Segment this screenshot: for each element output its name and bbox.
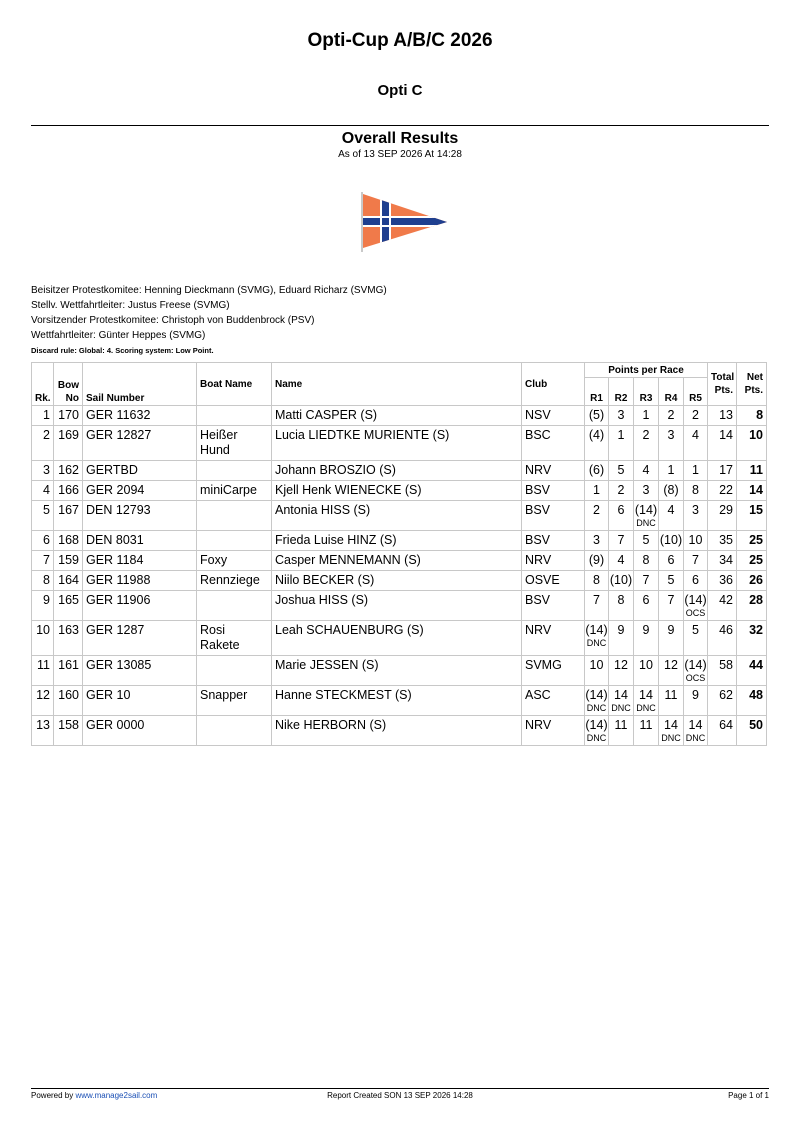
race-score: (14) xyxy=(684,658,707,672)
cell-net: 11 xyxy=(737,461,767,481)
cell-race-points xyxy=(585,531,609,551)
cell-rank: 9 xyxy=(32,591,54,621)
race-score: 9 xyxy=(692,688,699,702)
race-score: 4 xyxy=(642,463,650,477)
cell-club: OSVE xyxy=(522,571,585,591)
cell-club: BSC xyxy=(522,426,585,461)
cell-sail: GER 13085 xyxy=(83,656,197,686)
cell-bow: 168 xyxy=(54,531,83,551)
cell-race-points xyxy=(684,716,708,746)
race-score: 12 xyxy=(614,658,628,672)
header-boat: Boat Name xyxy=(197,363,272,406)
race-score: (6) xyxy=(588,463,605,477)
cell-race-points xyxy=(585,501,609,531)
race-score: 1 xyxy=(642,408,650,422)
cell-race-points xyxy=(609,551,634,571)
cell-race-points xyxy=(634,426,659,461)
cell-sail: GER 11632 xyxy=(83,406,197,426)
cell-race-points xyxy=(659,501,684,531)
cell-race-points xyxy=(609,406,634,426)
race-score: 10 xyxy=(688,533,703,547)
header-race: R4 xyxy=(659,378,684,406)
cell-race-points xyxy=(634,686,659,716)
race-score: (14) xyxy=(585,623,608,637)
cell-bow: 160 xyxy=(54,686,83,716)
header-race: R2 xyxy=(609,378,634,406)
cell-race-points xyxy=(609,426,634,461)
race-score: 5 xyxy=(692,623,699,637)
race-score: (4) xyxy=(588,428,605,442)
race-penalty-code: DNC xyxy=(586,638,607,648)
cell-race-points xyxy=(609,531,634,551)
race-score: 5 xyxy=(642,533,650,547)
header-divider xyxy=(31,125,769,126)
cell-race-points xyxy=(659,426,684,461)
footer-report-created: Report Created SON 13 SEP 2026 14:28 xyxy=(327,1091,473,1100)
race-score: 3 xyxy=(593,533,600,547)
cell-bow: 166 xyxy=(54,481,83,501)
race-score: 10 xyxy=(639,658,653,672)
race-score: 2 xyxy=(692,408,699,422)
header-race: R1 xyxy=(585,378,609,406)
race-penalty-code: DNC xyxy=(586,703,607,713)
cell-race-points xyxy=(634,621,659,656)
table-row xyxy=(32,551,767,571)
cell-race-points xyxy=(684,686,708,716)
cell-sail: DEN 12793 xyxy=(83,501,197,531)
table-row xyxy=(32,406,767,426)
race-penalty-code: DNC xyxy=(636,703,656,713)
cell-race-points xyxy=(585,621,609,656)
cell-bow: 158 xyxy=(54,716,83,746)
cell-net: 14 xyxy=(737,481,767,501)
cell-race-points xyxy=(634,656,659,686)
race-penalty-code: DNC xyxy=(586,733,607,743)
burgee-flag-icon xyxy=(355,188,450,258)
race-score: 14 xyxy=(614,688,628,702)
cell-bow: 162 xyxy=(54,461,83,481)
cell-club: BSV xyxy=(522,501,585,531)
cell-race-points xyxy=(585,686,609,716)
cell-total: 36 xyxy=(708,571,737,591)
cell-bow: 163 xyxy=(54,621,83,656)
race-score: 3 xyxy=(692,503,699,517)
cell-name: Hanne STECKMEST (S) xyxy=(272,686,522,716)
cell-race-points xyxy=(609,686,634,716)
cell-total: 62 xyxy=(708,686,737,716)
cell-name: Casper MENNEMANN (S) xyxy=(272,551,522,571)
cell-net: 15 xyxy=(737,501,767,531)
race-score: 3 xyxy=(667,428,675,442)
cell-race-points xyxy=(585,426,609,461)
cell-name: Leah SCHAUENBURG (S) xyxy=(272,621,522,656)
cell-race-points xyxy=(585,551,609,571)
cell-boat xyxy=(197,461,272,481)
cell-total: 58 xyxy=(708,656,737,686)
race-score: 2 xyxy=(642,428,650,442)
results-heading: Overall Results xyxy=(341,130,459,147)
race-score: 8 xyxy=(692,483,699,497)
cell-name: Johann BROSZIO (S) xyxy=(272,461,522,481)
table-row xyxy=(32,686,767,716)
race-penalty-code: DNC xyxy=(661,733,681,743)
footer-page-number: Page 1 of 1 xyxy=(728,1091,769,1100)
table-row xyxy=(32,426,767,461)
race-score: 12 xyxy=(664,658,678,672)
header-total: Total Pts. xyxy=(708,363,737,406)
results-body xyxy=(32,406,767,746)
cell-race-points xyxy=(684,551,708,571)
header-club: Club xyxy=(522,363,585,406)
race-penalty-code: OCS xyxy=(685,608,706,618)
cell-bow: 167 xyxy=(54,501,83,531)
official-line: Beisitzer Protestkomitee: Henning Dieckmann (SVMG), Eduard Richarz (SVMG) xyxy=(31,285,387,296)
cell-sail: GER 0000 xyxy=(83,716,197,746)
header-rank: Rk. xyxy=(32,363,54,406)
page-title: Opti-Cup A/B/C 2026 xyxy=(307,30,493,51)
cell-race-points xyxy=(585,406,609,426)
cell-bow: 161 xyxy=(54,656,83,686)
cell-race-points xyxy=(585,481,609,501)
race-score: 8 xyxy=(642,553,650,567)
cell-race-points xyxy=(659,481,684,501)
cell-race-points xyxy=(659,461,684,481)
cell-race-points xyxy=(634,406,659,426)
cell-sail: GER 12827 xyxy=(83,426,197,461)
powered-by-label: Powered by xyxy=(31,1091,76,1100)
cell-club: ASC xyxy=(522,686,585,716)
cell-sail: GER 11988 xyxy=(83,571,197,591)
cell-sail: GER 1287 xyxy=(83,621,197,656)
cell-total: 29 xyxy=(708,501,737,531)
cell-race-points xyxy=(659,571,684,591)
cell-race-points xyxy=(684,501,708,531)
table-row xyxy=(32,461,767,481)
table-row xyxy=(32,571,767,591)
officials-list xyxy=(31,283,387,343)
cell-race-points xyxy=(659,716,684,746)
race-score: 7 xyxy=(667,593,675,607)
cell-club: BSV xyxy=(522,481,585,501)
official-line: Vorsitzender Protestkomitee: Christoph von Buddenbrock (PSV) xyxy=(31,315,315,326)
race-score: 6 xyxy=(667,553,675,567)
cell-race-points xyxy=(609,621,634,656)
table-row xyxy=(32,481,767,501)
official-line: Wettfahrtleiter: Günter Heppes (SVMG) xyxy=(31,330,206,341)
cell-race-points xyxy=(609,591,634,621)
cell-race-points xyxy=(659,531,684,551)
cell-sail: GER 10 xyxy=(83,686,197,716)
cell-race-points xyxy=(684,461,708,481)
cell-boat: Rosi Rakete xyxy=(197,621,272,656)
cell-name: Lucia LIEDTKE MURIENTE (S) xyxy=(272,426,522,461)
cell-club: NSV xyxy=(522,406,585,426)
cell-race-points xyxy=(634,591,659,621)
race-penalty-code: DNC xyxy=(685,733,706,743)
race-score: 8 xyxy=(617,593,625,607)
race-score: (8) xyxy=(663,483,679,497)
cell-race-points xyxy=(659,686,684,716)
cell-net: 10 xyxy=(737,426,767,461)
cell-race-points xyxy=(585,571,609,591)
cell-race-points xyxy=(634,551,659,571)
cell-race-points xyxy=(585,656,609,686)
table-row xyxy=(32,591,767,621)
cell-net: 48 xyxy=(737,686,767,716)
cell-race-points xyxy=(684,406,708,426)
cell-net: 32 xyxy=(737,621,767,656)
cell-race-points xyxy=(634,571,659,591)
cell-sail: GER 1184 xyxy=(83,551,197,571)
table-row xyxy=(32,656,767,686)
race-score: 4 xyxy=(667,503,675,517)
race-score: 8 xyxy=(593,573,600,587)
cell-boat: Rennziege xyxy=(197,571,272,591)
race-score: 6 xyxy=(642,593,650,607)
cell-boat: miniCarpe xyxy=(197,481,272,501)
header-name: Name xyxy=(272,363,522,406)
race-score: 3 xyxy=(617,408,625,422)
cell-net: 25 xyxy=(737,551,767,571)
cell-total: 17 xyxy=(708,461,737,481)
race-penalty-code: OCS xyxy=(685,673,706,683)
header-net: Net Pts. xyxy=(737,363,767,406)
table-row xyxy=(32,531,767,551)
race-score: 1 xyxy=(617,428,625,442)
cell-total: 64 xyxy=(708,716,737,746)
cell-race-points xyxy=(609,501,634,531)
cell-rank: 11 xyxy=(32,656,54,686)
cell-rank: 12 xyxy=(32,686,54,716)
cell-boat xyxy=(197,501,272,531)
race-score: 2 xyxy=(593,503,600,517)
cell-bow: 159 xyxy=(54,551,83,571)
cell-rank: 13 xyxy=(32,716,54,746)
cell-name: Frieda Luise HINZ (S) xyxy=(272,531,522,551)
race-score: 4 xyxy=(692,428,699,442)
cell-boat: Snapper xyxy=(197,686,272,716)
header-points-per-race: Points per Race xyxy=(585,363,708,378)
cell-bow: 170 xyxy=(54,406,83,426)
race-score: 10 xyxy=(589,658,604,672)
cell-race-points xyxy=(634,501,659,531)
cell-net: 8 xyxy=(737,406,767,426)
cell-sail: GERTBD xyxy=(83,461,197,481)
cell-race-points xyxy=(684,591,708,621)
cell-rank: 7 xyxy=(32,551,54,571)
cell-net: 26 xyxy=(737,571,767,591)
race-score: 5 xyxy=(667,573,675,587)
race-score: (14) xyxy=(585,718,608,732)
cell-net: 28 xyxy=(737,591,767,621)
race-score: (10) xyxy=(609,573,633,587)
cell-race-points xyxy=(609,656,634,686)
cell-net: 25 xyxy=(737,531,767,551)
cell-boat xyxy=(197,531,272,551)
race-score: 7 xyxy=(642,573,650,587)
race-score: (9) xyxy=(588,553,605,567)
cell-race-points xyxy=(585,591,609,621)
cell-total: 42 xyxy=(708,591,737,621)
results-table xyxy=(31,362,767,746)
cell-name: Niilo BECKER (S) xyxy=(272,571,522,591)
race-score: 1 xyxy=(593,483,600,497)
cell-race-points xyxy=(585,461,609,481)
race-score: 2 xyxy=(617,483,625,497)
cell-total: 22 xyxy=(708,481,737,501)
cell-sail: DEN 8031 xyxy=(83,531,197,551)
cell-race-points xyxy=(659,656,684,686)
cell-race-points xyxy=(684,426,708,461)
race-score: 6 xyxy=(617,503,625,517)
race-score: 5 xyxy=(617,463,625,477)
cell-rank: 10 xyxy=(32,621,54,656)
cell-race-points xyxy=(634,716,659,746)
race-score: 11 xyxy=(639,718,653,732)
header-race: R3 xyxy=(634,378,659,406)
race-score: 11 xyxy=(614,718,628,732)
cell-rank: 3 xyxy=(32,461,54,481)
cell-race-points xyxy=(684,531,708,551)
cell-boat xyxy=(197,716,272,746)
cell-total: 35 xyxy=(708,531,737,551)
cell-race-points xyxy=(659,551,684,571)
header-sail: Sail Number xyxy=(83,363,197,406)
cell-rank: 5 xyxy=(32,501,54,531)
cell-boat: Foxy xyxy=(197,551,272,571)
cell-total: 34 xyxy=(708,551,737,571)
cell-club: BSV xyxy=(522,591,585,621)
header-bow: Bow No xyxy=(54,363,83,406)
race-score: 1 xyxy=(692,463,699,477)
cell-total: 13 xyxy=(708,406,737,426)
race-score: 14 xyxy=(688,718,703,732)
race-score: 7 xyxy=(593,593,600,607)
cell-net: 50 xyxy=(737,716,767,746)
cell-rank: 8 xyxy=(32,571,54,591)
race-score: 3 xyxy=(642,483,650,497)
table-row xyxy=(32,501,767,531)
race-score: 4 xyxy=(617,553,625,567)
cell-club: NRV xyxy=(522,716,585,746)
cell-net: 44 xyxy=(737,656,767,686)
race-score: 2 xyxy=(667,408,675,422)
cell-sail: GER 11906 xyxy=(83,591,197,621)
cell-bow: 165 xyxy=(54,591,83,621)
race-score: (10) xyxy=(659,533,683,547)
cell-name: Matti CASPER (S) xyxy=(272,406,522,426)
results-timestamp: As of 13 SEP 2026 At 14:28 xyxy=(338,149,462,160)
cell-sail: GER 2094 xyxy=(83,481,197,501)
cell-rank: 1 xyxy=(32,406,54,426)
discard-rule: Discard rule: Global: 4. Scoring system: Low Point. xyxy=(31,346,214,355)
class-subtitle: Opti C xyxy=(377,82,423,99)
race-score: 14 xyxy=(664,718,678,732)
cell-race-points xyxy=(684,621,708,656)
cell-race-points xyxy=(659,406,684,426)
cell-name: Antonia HISS (S) xyxy=(272,501,522,531)
race-score: (5) xyxy=(588,408,605,422)
cell-race-points xyxy=(609,461,634,481)
race-penalty-code: DNC xyxy=(636,518,656,528)
cell-race-points xyxy=(659,621,684,656)
cell-bow: 164 xyxy=(54,571,83,591)
cell-race-points xyxy=(634,481,659,501)
cell-club: NRV xyxy=(522,551,585,571)
cell-boat xyxy=(197,656,272,686)
race-score: 9 xyxy=(617,623,625,637)
race-score: 11 xyxy=(664,688,678,702)
race-score: (14) xyxy=(684,593,707,607)
cell-race-points xyxy=(609,481,634,501)
cell-race-points xyxy=(684,481,708,501)
race-score: 6 xyxy=(692,573,699,587)
cell-club: NRV xyxy=(522,461,585,481)
cell-name: Joshua HISS (S) xyxy=(272,591,522,621)
cell-race-points xyxy=(659,591,684,621)
race-score: 7 xyxy=(692,553,699,567)
race-score: 7 xyxy=(617,533,625,547)
cell-total: 46 xyxy=(708,621,737,656)
race-score: 1 xyxy=(667,463,675,477)
race-penalty-code: DNC xyxy=(611,703,631,713)
cell-name: Nike HERBORN (S) xyxy=(272,716,522,746)
cell-rank: 2 xyxy=(32,426,54,461)
cell-race-points xyxy=(684,571,708,591)
cell-bow: 169 xyxy=(54,426,83,461)
race-score: 9 xyxy=(667,623,675,637)
cell-race-points xyxy=(609,716,634,746)
cell-race-points xyxy=(634,531,659,551)
cell-race-points xyxy=(585,716,609,746)
cell-boat xyxy=(197,406,272,426)
race-score: (14) xyxy=(634,503,658,517)
cell-club: NRV xyxy=(522,621,585,656)
race-score: 9 xyxy=(642,623,650,637)
table-row xyxy=(32,621,767,656)
table-row xyxy=(32,716,767,746)
cell-rank: 4 xyxy=(32,481,54,501)
cell-rank: 6 xyxy=(32,531,54,551)
cell-race-points xyxy=(684,656,708,686)
cell-boat: Heißer Hund xyxy=(197,426,272,461)
official-line: Stellv. Wettfahrtleiter: Justus Freese (SVMG) xyxy=(31,300,230,311)
header-race: R5 xyxy=(684,378,708,406)
manage2sail-link[interactable]: www.manage2sail.com xyxy=(75,1091,158,1100)
race-score: (14) xyxy=(585,688,608,702)
footer-divider xyxy=(31,1088,769,1089)
cell-name: Marie JESSEN (S) xyxy=(272,656,522,686)
cell-name: Kjell Henk WIENECKE (S) xyxy=(272,481,522,501)
cell-club: BSV xyxy=(522,531,585,551)
cell-race-points xyxy=(634,461,659,481)
cell-total: 14 xyxy=(708,426,737,461)
cell-boat xyxy=(197,591,272,621)
cell-race-points xyxy=(609,571,634,591)
cell-club: SVMG xyxy=(522,656,585,686)
race-score: 14 xyxy=(639,688,653,702)
